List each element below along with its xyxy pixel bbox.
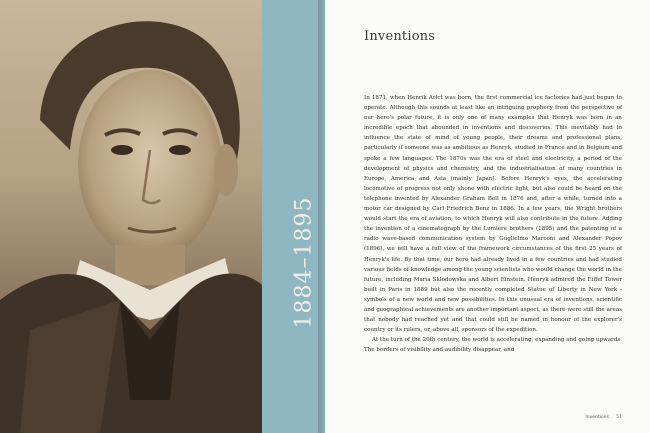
portrait-illustration xyxy=(0,0,262,433)
page-number: 51 xyxy=(616,415,622,420)
portrait-photo xyxy=(0,0,262,433)
paragraph-2: At the turn of the 20th century, the world is accelerating, expanding and going upwards. The borders of visibility and audibility disappear, and xyxy=(364,337,622,354)
years-label: 1884–1895 xyxy=(291,196,317,329)
page-footer xyxy=(585,415,622,420)
body-text xyxy=(364,93,622,355)
footer-section-name: Inventions xyxy=(585,415,609,420)
right-page xyxy=(325,0,650,433)
chapter-title: Inventions xyxy=(364,29,436,44)
paragraph-1: In 1871, when Henrik Arłct was born, the first commercial ice factories had just begun to operate. Although this sounds at least like an intriguing prophecy from the perspective of our hero's polar future, it is only one of many examples that Henryk was born in an incredible epoch that abounded in inventions and discoveries. This inevitably had to influence the state of mind of young people, their dreams and professional plans, particularly if someone was as ambitious as Henryk, studied in France and in Belgium and spoke a few languages. The 1870s was the era of steel and electricity, a period of the development of physics and chemistry, and the industrialisation of many countries in Europe, America and Asia (mainly Japan). Before Henryk's eyes, the accelerating locomotive of progress not only shone with electric light, but also could be heard on the telephone invented by Alexander Graham Bell in 1876 and, after a while, turned into a motor car designed by Carl Friedrich Benz in 1886. In a few years, the Wright brothers would start the era of aviation, to which Henryk will also contribute in the future. Adding the invention of a cinematograph by the Lumière brothers (1895) and the patenting of a radio wave-based communication system by Guglielmo Marconi and Alexander Popov (1896), we will have a full view of the framework circumstances of the first 25 years of Henryk's life. By that time, our hero had already lived in a few countries and had studied various fields of knowledge among the young scientists who would change the world in the future, including Maria Skłodowska and Albert Einstein. Henryk admired the Eiffel Tower built in Paris in 1889 but also the recently completed Statue of Liberty in New York - symbols of a new world and new possibilities. In this unusual era of inventions, scientific and geographical achievements are another important aspect, as there were still the areas that nobody had reached yet and that could still be named in honour of the explorer's country or its rulers, or, above all, sponsors of the expedition. xyxy=(364,95,622,334)
